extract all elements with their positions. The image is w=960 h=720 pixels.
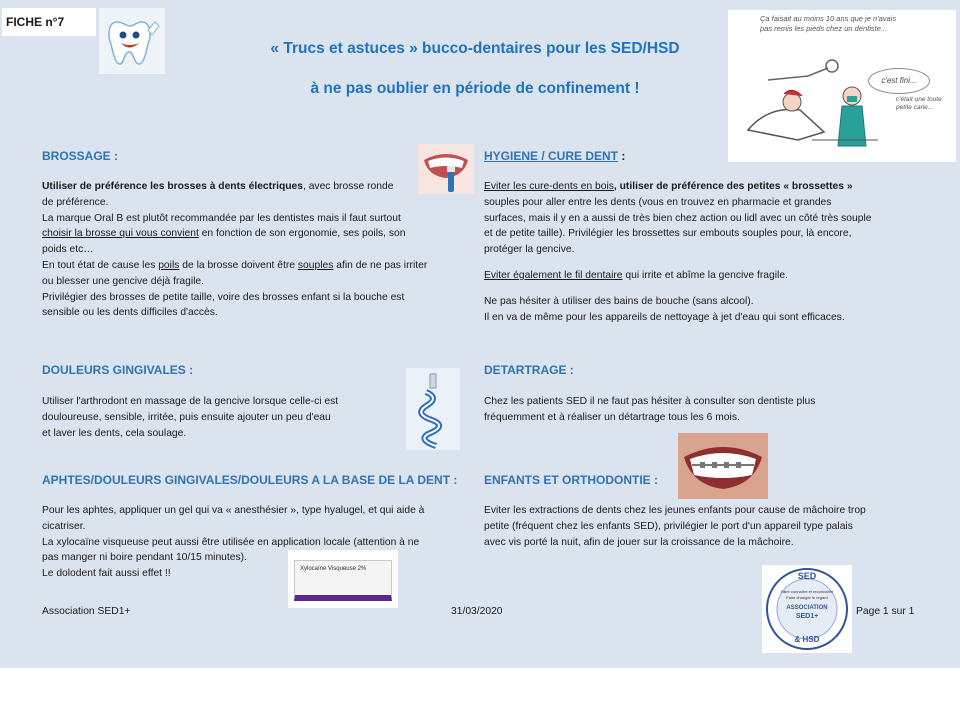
hygiene-p1-line5: protéger la gencive. bbox=[484, 244, 575, 256]
aphtes-line-4: pas manger ni boire pendant 10/15 minutes). bbox=[42, 552, 247, 564]
hygiene-p2-underlined: Eviter également le fil dentaire bbox=[484, 269, 623, 281]
fiche-number-label: FICHE n°7 bbox=[2, 8, 96, 36]
aphtes-line-1: Pour les aphtes, appliquer un gel qui va « anesthésier », type hyalugel, et qui aide à bbox=[42, 505, 425, 516]
hygiene-p1-line2: souples pour aller entre les dents (vous en trouvez en pharmacie et grandes bbox=[484, 196, 832, 208]
aphtes-line-5: Le dolodent fait aussi effet !! bbox=[42, 568, 171, 580]
hygiene-p3-line1: Ne pas hésiter à utiliser des bains de bouche (sans alcool). bbox=[484, 295, 754, 307]
logo-name-text: SED1+ bbox=[795, 613, 819, 620]
brossage-p3-poils: poils bbox=[158, 259, 180, 271]
section-heading-detartrage: DETARTRAGE : bbox=[484, 363, 574, 377]
douleurs-text bbox=[42, 394, 402, 441]
enfants-line-1: Eviter les extractions de dents chez les jeunes enfants pour cause de mâchoire trop bbox=[484, 505, 866, 516]
brossage-p2-underlined: choisir la brosse qui vous convient bbox=[42, 228, 199, 240]
association-logo bbox=[762, 565, 852, 653]
xylocaine-box-label: Xylocaïne Visqueuse 2% bbox=[300, 566, 367, 572]
cartoon-speech-bubble: c'est fini... bbox=[868, 68, 930, 94]
hygiene-p2-rest: qui irrite et abîme la gencive fragile. bbox=[622, 269, 788, 281]
hygiene-p1-line4: et de petite taille). Privilégier les brossettes sur embouts souples pour, là encore, bbox=[484, 228, 852, 240]
dentist-cartoon-image bbox=[728, 10, 956, 162]
brossage-p4-line2: sensible ou les dents difficiles d'accès. bbox=[42, 307, 218, 319]
cartoon-caption-bubble2-line-1: c'était une toute bbox=[896, 96, 942, 103]
logo-bottom-text: & HSD bbox=[794, 635, 820, 644]
brossage-text bbox=[42, 179, 462, 321]
logo-tagline-2: Faire changer le regard bbox=[786, 595, 828, 600]
cartoon-caption-line-2: pas remis les pieds chez un dentiste... bbox=[760, 24, 888, 33]
brossage-p3-c: afin de ne pas irriter bbox=[333, 259, 428, 271]
xylocaine-box-image bbox=[288, 550, 398, 608]
aphtes-line-3: La xylocaïne visqueuse peut aussi être utilisée en application locale (attention à ne bbox=[42, 536, 420, 548]
brossage-p1-line2: de préférence. bbox=[42, 196, 109, 208]
hygiene-heading-colon: : bbox=[618, 149, 626, 163]
section-heading-douleurs: DOULEURS GINGIVALES : bbox=[42, 363, 194, 377]
douleurs-line-1: Utiliser l'arthrodont en massage de la gencive lorsque celle-ci est bbox=[42, 396, 339, 407]
brossage-p2-rest: en fonction de son ergonomie, ses poils, son bbox=[198, 228, 406, 240]
hygiene-text bbox=[484, 179, 924, 325]
detartrage-line-1: Chez les patients SED il ne faut pas hésiter à consulter son dentiste plus bbox=[484, 396, 816, 407]
cartoon-caption-bubble2-line-2: petite carie... bbox=[896, 104, 934, 111]
tooth-mascot-image bbox=[99, 8, 165, 74]
footer-date: 31/03/2020 bbox=[451, 606, 503, 617]
brossage-p2-line1: La marque Oral B est plutôt recommandée par les dentistes mais il faut surtout bbox=[42, 212, 401, 224]
page-title-line-2: à ne pas oublier en période de confinement ! bbox=[310, 80, 640, 97]
hygiene-p1-bold: , utiliser de préférence des petites « brossettes » bbox=[613, 181, 853, 192]
brossage-p2-line3: poids etc… bbox=[42, 244, 94, 256]
toothbrush-paste-image bbox=[406, 368, 460, 450]
detartrage-text bbox=[484, 394, 904, 426]
brossage-p3-b: de la brosse doivent être bbox=[179, 259, 298, 271]
footer-association: Association SED1+ bbox=[42, 606, 131, 617]
hygiene-heading-text: HYGIENE / CURE DENT bbox=[484, 149, 619, 163]
detartrage-line-2: fréquemment et à réaliser un détartrage tous les 6 mois. bbox=[484, 411, 740, 423]
section-heading-brossage: BROSSAGE : bbox=[42, 149, 119, 163]
hygiene-p1-line3: surfaces, mais il y en a aussi de très bien chez action ou lidl avec un côté très souple bbox=[484, 212, 872, 224]
page-title-line-1: « Trucs et astuces » bucco-dentaires pour les SED/HSD bbox=[270, 40, 680, 57]
hygiene-p3-line2: Il en va de même pour les appareils de nettoyage à jet d'eau qui sont efficaces. bbox=[484, 311, 845, 323]
douleurs-line-2: douloureuse, sensible, irritée, puis ensuite ajouter un peu d'eau bbox=[42, 411, 331, 423]
brossage-p3-line2: ou blesser une gencive déjà fragile. bbox=[42, 275, 204, 287]
logo-top-text: SED bbox=[797, 571, 817, 581]
brossage-p3-a: En tout état de cause les bbox=[42, 259, 159, 271]
aphtes-text bbox=[42, 503, 472, 582]
braces-smile-image bbox=[678, 433, 768, 499]
logo-tagline-1: Faire connaître et reconnaître bbox=[780, 589, 834, 594]
section-heading-enfants: ENFANTS ET ORTHODONTIE : bbox=[484, 473, 658, 487]
douleurs-line-3: et laver les dents, cela soulage. bbox=[42, 427, 187, 439]
brossage-p1-rest: , avec brosse ronde bbox=[302, 181, 394, 192]
aphtes-line-2: cicatriser. bbox=[42, 520, 86, 532]
section-heading-hygiene bbox=[484, 149, 625, 163]
enfants-line-2: petite (fréquent chez les enfants SED), privilégier le port d'un appareil type palais bbox=[484, 520, 853, 532]
logo-assoc-text: ASSOCIATION bbox=[786, 605, 828, 611]
brossage-p1-bold: Utiliser de préférence les brosses à dents électriques bbox=[42, 181, 303, 192]
enfants-text bbox=[484, 503, 924, 550]
brossage-p4-line1: Privilégier des brosses de petite taille, voire des brosses enfant si la bouche est bbox=[42, 291, 405, 303]
footer-page-number: Page 1 sur 1 bbox=[856, 606, 915, 617]
section-heading-aphtes: APHTES/DOULEURS GINGIVALES/DOULEURS A LA BASE DE LA DENT : bbox=[42, 473, 458, 487]
brossage-p3-souples: souples bbox=[297, 259, 334, 271]
hygiene-p1-underlined: Eviter les cure-dents en bois bbox=[484, 181, 614, 192]
cartoon-caption-line-1: Ça faisait au moins 10 ans que je n'avais bbox=[760, 14, 897, 23]
enfants-line-3: avec vis porté la nuit, afin de jouer sur la croissance de la mâchoire. bbox=[484, 536, 794, 548]
